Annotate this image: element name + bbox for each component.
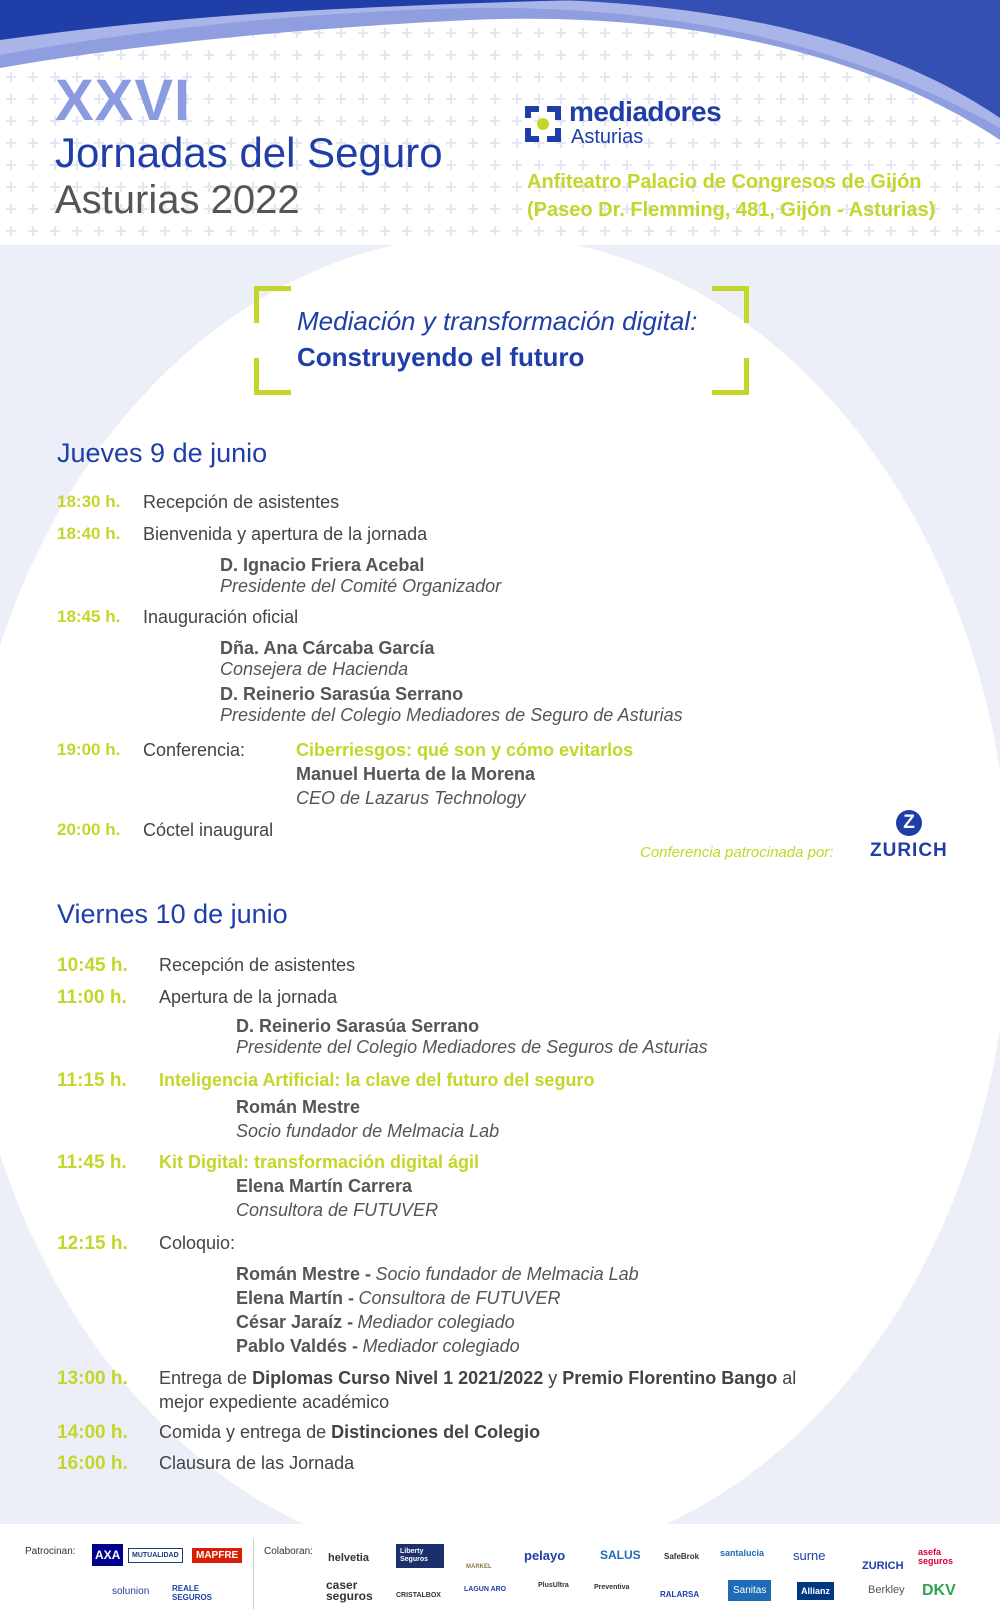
allianz-logo: Allianz bbox=[797, 1582, 834, 1600]
ralarsa-logo: RALARSA bbox=[660, 1590, 700, 1599]
speaker-role: Consejera de Hacienda bbox=[220, 659, 409, 679]
bracket-bottom-right bbox=[712, 358, 749, 395]
day2-heading: Viernes 10 de junio bbox=[57, 899, 288, 929]
schedule-time: 11:00 h. bbox=[57, 987, 127, 1008]
logo-region: Asturias bbox=[571, 126, 644, 148]
speaker-name: D. Reinerio Sarasúa Serrano bbox=[236, 1016, 480, 1036]
speaker-role: Presidente del Colegio Mediadores de Seguros de Asturias bbox=[236, 1037, 708, 1057]
panel-member bbox=[236, 1264, 639, 1285]
collaborators-label: Colaboran: bbox=[264, 1546, 313, 1557]
text-part: Entrega de bbox=[159, 1368, 253, 1388]
schedule-text-cont: mejor expediente académico bbox=[159, 1392, 390, 1412]
speaker-name: D. Ignacio Friera Acebal bbox=[220, 555, 425, 575]
liberty-logo: Liberty Seguros bbox=[396, 1544, 444, 1568]
solunion-logo: solunion bbox=[112, 1586, 150, 1597]
motto-line-2: Construyendo el futuro bbox=[297, 342, 585, 372]
footer-divider bbox=[253, 1539, 254, 1609]
lagun-aro-logo: LAGUN ARO bbox=[464, 1586, 507, 1593]
caser-logo: caser seguros bbox=[326, 1578, 373, 1603]
panel-member bbox=[236, 1336, 520, 1357]
motto-line-1: Mediación y transformación digital: bbox=[297, 306, 698, 336]
text-part: al bbox=[777, 1368, 797, 1388]
schedule-time: 18:30 h. bbox=[57, 492, 121, 511]
schedule-time: 19:00 h. bbox=[57, 740, 121, 759]
schedule-text: Cóctel inaugural bbox=[143, 820, 274, 840]
santalucia-logo: santalucia bbox=[720, 1548, 765, 1558]
speaker-name: Dña. Ana Cárcaba García bbox=[220, 638, 435, 658]
logo-wordmark: mediadores bbox=[569, 96, 722, 127]
day1-heading: Jueves 9 de junio bbox=[57, 438, 268, 468]
talk-topic: Ciberriesgos: qué son y cómo evitarlos bbox=[296, 740, 634, 760]
mapfre-logo: MAPFRE bbox=[192, 1548, 242, 1563]
distinctions-text: Distinciones del Colegio bbox=[331, 1422, 541, 1442]
schedule-time: 11:15 h. bbox=[57, 1070, 127, 1091]
panel-role: Socio fundador de Melmacia Lab bbox=[375, 1264, 639, 1284]
schedule-time: 13:00 h. bbox=[57, 1368, 128, 1389]
schedule-time: 11:45 h. bbox=[57, 1152, 127, 1173]
berkley-logo: Berkley bbox=[868, 1584, 905, 1596]
schedule-text: Clausura de las Jornada bbox=[159, 1453, 355, 1473]
bracket-top-left bbox=[254, 286, 291, 323]
schedule-time: 14:00 h. bbox=[57, 1422, 128, 1443]
text-part: Comida y entrega de bbox=[159, 1422, 332, 1442]
schedule-text: Bienvenida y apertura de la jornada bbox=[143, 524, 428, 544]
talk-topic: Kit Digital: transformación digital ágil bbox=[159, 1152, 480, 1172]
schedule-text: Coloquio: bbox=[159, 1233, 236, 1253]
speaker-name: Manuel Huerta de la Morena bbox=[296, 764, 536, 784]
schedule-time: 20:00 h. bbox=[57, 820, 121, 839]
bracket-bottom-left bbox=[254, 358, 291, 395]
edition-number: XXVI bbox=[55, 68, 192, 133]
salus-logo: SALUS bbox=[600, 1548, 641, 1562]
speaker-role: Consultora de FUTUVER bbox=[236, 1200, 439, 1220]
panel-name: Elena Martín - bbox=[236, 1288, 355, 1308]
schedule-text: Recepción de asistentes bbox=[143, 492, 340, 512]
pelayo-logo: pelayo bbox=[524, 1548, 566, 1563]
event-title: Jornadas del Seguro bbox=[55, 129, 443, 176]
schedule-text bbox=[159, 1368, 796, 1389]
panel-role: Mediador colegiado bbox=[357, 1312, 515, 1332]
speaker-role: CEO de Lazarus Technology bbox=[296, 788, 526, 808]
zurich-footer-logo: ZURICH bbox=[862, 1560, 904, 1572]
sanitas-logo: Sanitas bbox=[728, 1580, 771, 1601]
zurich-wordmark: ZURICH bbox=[870, 840, 948, 861]
venue-info bbox=[527, 168, 935, 224]
markel-logo: MARKEL bbox=[466, 1564, 492, 1570]
mutualidad-logo: MUTUALIDAD bbox=[128, 1548, 183, 1563]
panel-role: Consultora de FUTUVER bbox=[358, 1288, 561, 1308]
schedule-text bbox=[159, 1422, 540, 1443]
speaker-name: D. Reinerio Sarasúa Serrano bbox=[220, 684, 464, 704]
panel-member bbox=[236, 1288, 561, 1309]
diplomas-text: Diplomas Curso Nivel 1 2021/2022 bbox=[252, 1368, 544, 1388]
sponsor-label: Conferencia patrocinada por: bbox=[640, 844, 834, 861]
reale-logo: REALE SEGUROS bbox=[172, 1584, 213, 1602]
speaker-role: Presidente del Colegio Mediadores de Seguro de Asturias bbox=[220, 705, 683, 725]
speaker-name: Elena Martín Carrera bbox=[236, 1176, 413, 1196]
venue-name: Anfiteatro Palacio de Congresos de Gijón bbox=[527, 171, 922, 193]
mediadores-logo-icon bbox=[523, 104, 563, 144]
panel-name: Pablo Valdés - bbox=[236, 1336, 359, 1356]
bracket-top-right bbox=[712, 286, 749, 323]
schedule-text: Apertura de la jornada bbox=[159, 987, 338, 1007]
event-subtitle: Asturias 2022 bbox=[55, 178, 300, 222]
footer-logos bbox=[0, 1524, 1000, 1614]
speaker-role: Socio fundador de Melmacia Lab bbox=[236, 1121, 500, 1141]
schedule-time: 12:15 h. bbox=[57, 1233, 128, 1254]
schedule-text: Inauguración oficial bbox=[143, 607, 299, 627]
prize-text: Premio Florentino Bango bbox=[562, 1368, 778, 1388]
panel-name: Román Mestre - bbox=[236, 1264, 372, 1284]
axa-logo: AXA bbox=[92, 1544, 123, 1566]
speaker-role: Presidente del Comité Organizador bbox=[220, 576, 502, 596]
speaker-name: Román Mestre bbox=[236, 1097, 361, 1117]
safebrok-logo: SafeBrok bbox=[664, 1552, 700, 1561]
talk-topic: Inteligencia Artificial: la clave del futuro del seguro bbox=[159, 1070, 595, 1090]
schedule-time: 16:00 h. bbox=[57, 1453, 128, 1474]
asefa-logo: asefa seguros bbox=[918, 1547, 954, 1566]
sponsors-label: Patrocinan: bbox=[25, 1546, 76, 1557]
schedule-time: 18:45 h. bbox=[57, 607, 121, 626]
helvetia-logo: helvetia bbox=[328, 1552, 369, 1564]
schedule-time: 10:45 h. bbox=[57, 955, 128, 976]
zurich-logo-icon: Z bbox=[896, 810, 922, 836]
surne-logo: surne bbox=[793, 1548, 826, 1563]
schedule-time: 18:40 h. bbox=[57, 524, 121, 543]
text-part: y bbox=[543, 1368, 563, 1388]
dkv-logo: DKV bbox=[922, 1582, 956, 1599]
panel-name: César Jaraíz - bbox=[236, 1312, 354, 1332]
schedule-text: Recepción de asistentes bbox=[159, 955, 356, 975]
cristalbox-logo: CRISTALBOX bbox=[396, 1592, 441, 1599]
panel-member bbox=[236, 1312, 515, 1333]
plusultra-logo: PlusUltra bbox=[538, 1582, 569, 1589]
panel-role: Mediador colegiado bbox=[362, 1336, 520, 1356]
schedule-text: Conferencia: bbox=[143, 740, 246, 760]
preventiva-logo: Preventiva bbox=[594, 1584, 630, 1591]
venue-address: (Paseo Dr. Flemming, 481, Gijón - Asturias) bbox=[527, 199, 936, 221]
